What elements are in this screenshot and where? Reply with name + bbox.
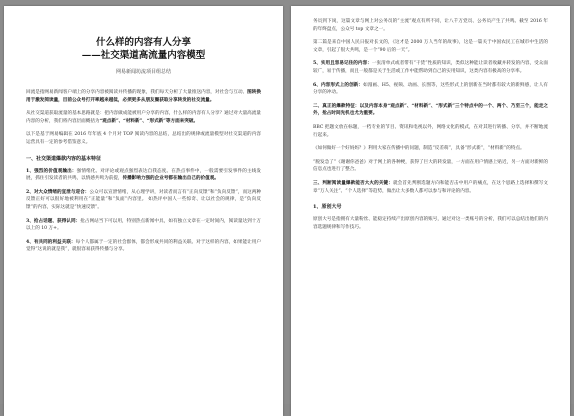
list-item-text: 每个人都属于一定的社会群体，都会形成共同的利益关联。对于这样的内容，如果能让用户觉得“这说的就是我”，就很容易获得传播与分享。 (26, 239, 261, 253)
list-item-text: 强情绪化、对评论或观点强烈表达自我态度。在热点事件中，一般需要引发事件的主线发展，抓住引发读者的共鸣，以情感共鸣为前提， (26, 168, 261, 182)
document-author: 网易新闻坊流项目组总结 (115, 69, 171, 75)
paragraph-text: 回流是指网易新闻客户端上的分享内容被阅读并传播的现象，我们每天分析了大量推送内容，对社会与互动、 (26, 90, 248, 95)
list-item-heading: 三、判断阅读量爆款能否大火的关键： (313, 180, 393, 186)
list-item (313, 180, 548, 195)
list-item-heading: 3、抢占话题、获得认同： (26, 218, 81, 224)
paragraph: 以下是基于网易编辑在 2016 年年底 4 个月对 TOP 阅读内容的总结，总结出的规律或流量模型对社交渠道的内容运营具有一定的参考借鉴意义。 (26, 132, 261, 145)
paragraph-text: 从社交渠道获取流量的基本思路就是：把内容做成能被用户分享的内容，什么样的内容有人分享？通过对大量高流量内容的分析，我们将内容层面概括为 (26, 111, 261, 124)
paragraph-bold-text: “观点新”、“材料新”、“形式新”等方面来突破。 (99, 118, 199, 124)
list-item-text: 公众可以宣泄情绪，从心理学讲，对读者而言有“正向反馈”和“负向反馈”，而这两种反馈正好可以很好地被利用在“正能量”和“负面”内容里。 (26, 189, 261, 203)
list-item-text: 如漫画、H5、视频、动画、长图等，这些形式上的创新在当时都有较大的新鲜感，让人有分享的冲动。 (313, 82, 549, 96)
list-item-heading: 5、实用且容易记住的内容： (313, 61, 372, 67)
list-item (26, 189, 261, 212)
list-item (313, 82, 548, 97)
list-item-text: 如热评中国人一些惊奇、让以社会的规律，是“负向反馈”的内容，实际这就是“快速反馈”。 (26, 197, 261, 210)
paragraph: “脱发急了”《谢谢你爸爸》对于网上的各种梗，获得了巨大的转发量，一方面在用户情感上贴近，另一方面对新鲜的信息点也进行了整合。 (313, 159, 548, 173)
document-page-right (291, 6, 570, 416)
paragraph: 务员到下岗，这篇文章与网上对公务员的“主流”观点有所不同，让八千万党员、公务员产生了共鸣。截至 2016 年的年终盘点，公众号 top 文章之一。 (313, 19, 548, 32)
paragraph-bold-text: 图转换用于激发阅读量，目前公众号打开率越来越低，必须更多从朋友圈获取分享转发的社交流量。 (26, 90, 261, 103)
list-item-heading: 6、内容形式上的创新： (313, 82, 364, 88)
list-item-text: 一张清单式或者带有“干货”性质的知识，类似这种能让读者收藏并转发的内容，受众面较广，易于传播，而且一般都是关于生活或工作中能帮助到自己的实用知识，这类内容有极高的分享率。 (313, 61, 549, 74)
list-item (313, 60, 548, 75)
paragraph (26, 89, 261, 104)
list-item-heading: 2、对大众情绪的宣泄与迎合： (26, 189, 90, 195)
list-item-bold-text: 传播影响力强的企业号都在输出自己的价值观。 (122, 176, 219, 182)
paragraph: BBC 把题文放在标题，一档专业的节目、资讯和电视以外，网络文化的模式，在对其进行转播、分享，并不断地流行起来。 (313, 124, 548, 138)
list-item-text: 抢占网站当下可以用，特别热点新闻中具，如有独立文章在一定时间内，阅读量达到十万以上的 10 万+。 (26, 218, 261, 232)
list-item-heading: 4、有共同的利益关联： (26, 239, 76, 245)
paragraph: 原创大号是指拥有大量粉丝、能稳定持续产出原创内容的账号，通过对这一类账号的分析，我们可以总结出他们的内容选题规律和写作技巧。 (313, 217, 548, 230)
list-item-text: 就会首先判断选题方向和能否击中用户的痛点，在这个思路上选择和撰写文章“万人关注”、“个人选择”等趋势，做出让大多数人都可以参与和评论的内容。 (313, 180, 548, 194)
paragraph: 第二篇是来自中国人民日报对长文的，《这才是 2000 万人当年的故事》，这是一篇关于中国农民工在城市中生活的文章，引起了很大共鸣，是一个“90 后的一天”。 (313, 40, 548, 53)
section-bold-text: 以及内容本身“观点新”、“材料新”、“形式新”三个特点中的一个、两个、乃至三个，能走之外，抢占时间先机也尤为重要。 (313, 103, 548, 117)
document-page-left (4, 6, 283, 416)
section-heading: 一、社交渠道爆款内容的基本特征 (26, 155, 102, 162)
paragraph: 《如何做好一个好妈妈？》利用大家在传播中的问题，制造“反差萌”，具备“形式新”，“材料新”的特点。 (313, 146, 525, 152)
list-item (26, 239, 261, 254)
list-item (26, 168, 261, 183)
document-title-line1: 什么样的内容有人分享 (95, 37, 191, 48)
section-heading: 1、原创大号 (313, 204, 342, 211)
section-heading: 二、真正的爆款特征： (313, 103, 360, 109)
list-item (26, 218, 261, 233)
list-item-heading: 1、强烈的价值观输出： (26, 168, 77, 174)
paragraph (26, 110, 261, 125)
document-title-line2: ——社交渠道高流量内容模型 (81, 50, 206, 61)
section-paragraph (313, 103, 548, 118)
